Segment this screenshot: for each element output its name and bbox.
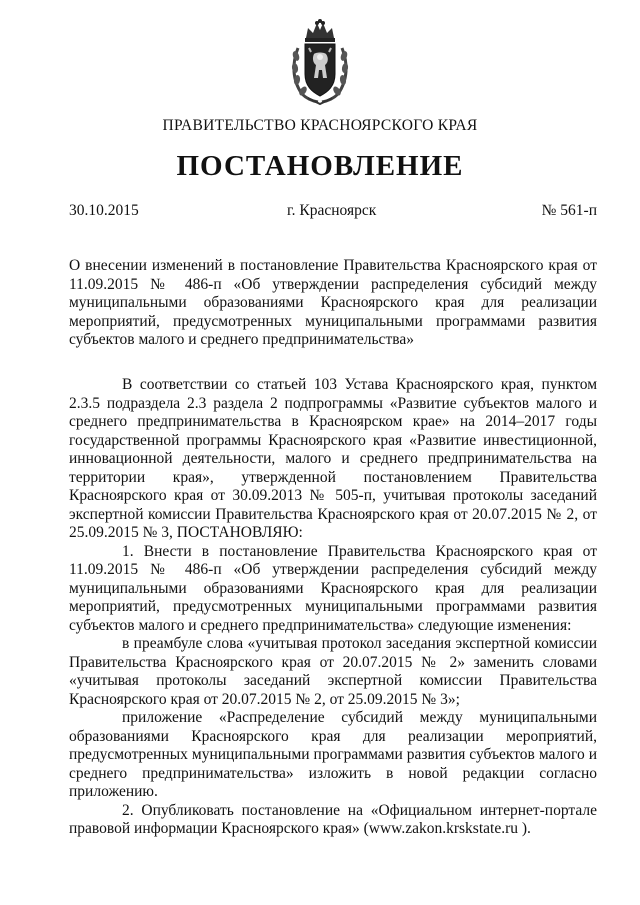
paragraph-amendment-appendix: приложение «Распределение субсидий между муниципальными образованиями Красноярского края для реализации мероприятий, предусмотренных муниципальными программами развития субъектов малого и среднего предпринимательства» изложить в новой редакции согласно приложению. — [69, 709, 597, 800]
paragraph-item-1: 1. Внести в постановление Правительства Красноярского края от 11.09.2015 № 486-п «Об утверждении распределения субсидий между муниципальными образованиями Красноярского края для реализации мероприятий, предусмотренных муниципальными программами развития субъектов малого и среднего предпринимательства» следующие изменения: — [69, 542, 597, 634]
document-subject: О внесении изменений в постановление Правительства Красноярского края от 11.09.2015 № 486-п «Об утверждении распределения субсидий между муниципальными образованиями Красноярского края для реализации мероприятий, предусмотренных муниципальными программами развития субъектов малого и среднего предпринимательства» — [69, 257, 597, 349]
paragraph-preamble: В соответствии со статьей 103 Устава Красноярского края, пунктом 2.3.5 подраздела 2.3 раздела 2 подпрограммы «Развитие субъектов малого и среднего предпринимательства в Красноярском крае» на 2014–2017 годы государственной программы Красноярского края «Развитие инвестиционной, инновационной деятельности, малого и среднего предпринимательства на территории края», утвержденной постановлением Правительства Красноярского края от 30.09.2013 № 505-п, учитывая протоколы заседаний экспертной комиссии Правительства Красноярского края от 20.07.2015 № 2, от 25.09.2015 № 3, ПОСТАНОВЛЯЮ: — [69, 376, 597, 541]
coat-of-arms-krasnoyarsk-icon — [290, 18, 350, 106]
paragraph-amendment-preamble: в преамбуле слова «учитывая протокол заседания экспертной комиссии Правительства Красноярского края от 20.07.2015 № 2» заменить словами «учитывая протоколы заседаний экспертной комиссии Правительства Красноярского края от 20.07.2015 № 2, от 25.09.2015 № 3»; — [69, 635, 597, 708]
document-type: ПОСТАНОВЛЕНИЕ — [176, 150, 464, 182]
document-meta — [69, 202, 597, 222]
document-date: 30.10.2015 — [69, 202, 139, 219]
document-number: № 561-п — [541, 202, 597, 219]
document-city: г. Красноярск — [287, 202, 377, 219]
paragraph-item-2: 2. Опубликовать постановление на «Официальном интернет-портале правовой информации Красноярского края» (www.zakon.krskstate.ru ). — [69, 801, 597, 837]
document-body — [69, 376, 597, 839]
government-title: ПРАВИТЕЛЬСТВО КРАСНОЯРСКОГО КРАЯ — [162, 117, 478, 134]
